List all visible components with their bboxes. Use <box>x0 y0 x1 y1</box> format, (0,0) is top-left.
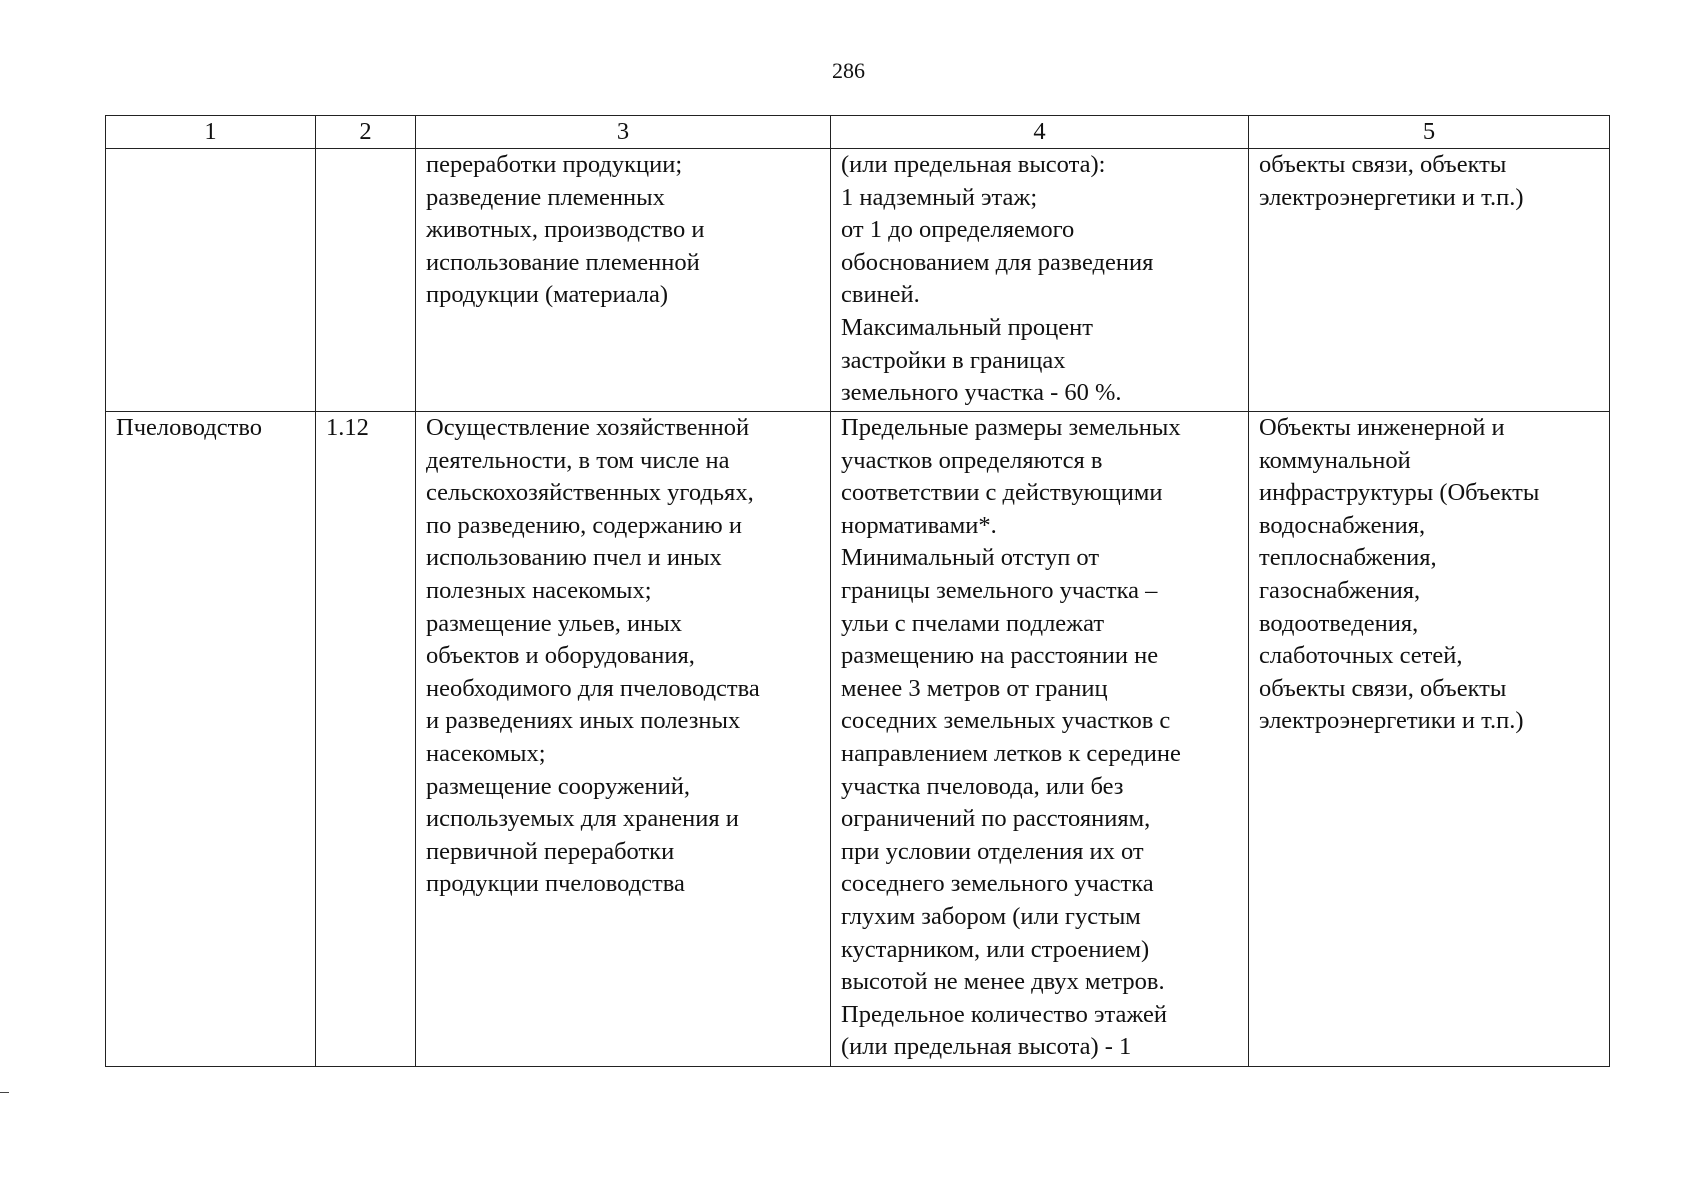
table-cell-col-2 <box>316 412 416 1067</box>
header-col-4: 4 <box>831 116 1249 149</box>
cell-text-line: земельного участка - 60 %. <box>841 379 1122 407</box>
cell-text-line: коммунальной <box>1259 446 1411 474</box>
cell-text-line: теплоснабжения, <box>1259 544 1437 572</box>
cell-text-line: менее 3 метров от границ <box>841 674 1108 702</box>
cell-text-line: при условии отделения их от <box>841 837 1144 865</box>
cell-text-line: объектов и оборудования, <box>426 642 695 670</box>
cell-text-line: использование племенной <box>426 248 700 276</box>
page-number: 286 <box>832 58 865 83</box>
cell-text-line: кустарником, или строением) <box>841 935 1150 963</box>
cell-text-line: использованию пчел и иных <box>426 544 722 572</box>
cell-text-line: от 1 до определяемого <box>841 216 1075 244</box>
cell-text-line: нормативами*. <box>841 511 997 539</box>
cell-text-line: высотой не менее двух метров. <box>841 968 1165 996</box>
cell-text-line: направлением летков к середине <box>841 739 1181 767</box>
table-cell-col-4 <box>831 412 1249 1067</box>
cell-text-line: газоснабжения, <box>1259 576 1421 604</box>
header-col-3: 3 <box>416 116 831 149</box>
table-row <box>106 412 1610 1067</box>
land-use-table <box>105 115 1610 1067</box>
header-col-5: 5 <box>1249 116 1610 149</box>
cell-text-line: Максимальный процент <box>841 313 1093 341</box>
table-cell-col-2 <box>316 149 416 412</box>
cell-text-line: Минимальный отступ от <box>841 544 1100 572</box>
cell-text-line: водоотведения, <box>1259 609 1419 637</box>
cell-text-line: первичной переработки <box>426 837 675 865</box>
cell-text-line: электроэнергетики и т.п.) <box>1259 183 1524 211</box>
cell-text-line: необходимого для пчеловодства <box>426 674 760 702</box>
cell-text-line: объекты связи, объекты <box>1259 674 1507 702</box>
header-col-2: 2 <box>316 116 416 149</box>
cell-text-line: (или предельная высота) - 1 <box>841 1033 1132 1061</box>
cell-text-line: животных, производство и <box>426 216 705 244</box>
cell-text-line: Предельное количество этажей <box>841 1000 1167 1028</box>
table-cell-col-3 <box>416 149 831 412</box>
cell-text-line: участка пчеловода, или без <box>841 772 1124 800</box>
cell-text-line: размещение ульев, иных <box>426 609 682 637</box>
cell-text-line: 1 надземный этаж; <box>841 183 1038 211</box>
cell-text-line: Предельные размеры земельных <box>841 414 1181 441</box>
cell-text-line: используемых для хранения и <box>426 805 739 833</box>
cell-text-line: переработки продукции; <box>426 151 683 178</box>
cell-text-line: слаботочных сетей, <box>1259 642 1463 670</box>
cell-text-line: Объекты инженерной и <box>1259 414 1505 441</box>
cell-text-line: ульи с пчелами подлежат <box>841 609 1105 637</box>
cell-text-line: водоснабжения, <box>1259 511 1426 539</box>
cell-text-line: (или предельная высота): <box>841 151 1106 178</box>
cell-text-line: электроэнергетики и т.п.) <box>1259 707 1524 735</box>
cell-text-line: размещение сооружений, <box>426 772 690 800</box>
header-col-1: 1 <box>106 116 316 149</box>
cell-text-line: обоснованием для разведения <box>841 248 1154 276</box>
cell-text-line: разведение племенных <box>426 183 665 211</box>
cell-text-line: и разведениях иных полезных <box>426 707 741 735</box>
cell-text-line: продукции пчеловодства <box>426 870 685 898</box>
table-cell-col-1 <box>106 412 316 1067</box>
header-row <box>106 116 1610 149</box>
cell-text-line: сельскохозяйственных угодьях, <box>426 479 754 507</box>
cell-text-line: свиней. <box>841 281 920 309</box>
cell-text-line: Осуществление хозяйственной <box>426 414 750 441</box>
table-cell-col-5 <box>1249 149 1610 412</box>
cell-text-line: по разведению, содержанию и <box>426 511 742 539</box>
cell-text-line: соответствии с действующими <box>841 479 1163 507</box>
cell-text-line: ограничений по расстояниям, <box>841 805 1151 833</box>
cell-text-line: 1.12 <box>326 414 369 441</box>
cell-text-line: объекты связи, объекты <box>1259 151 1507 178</box>
cell-text-line: Пчеловодство <box>116 414 263 441</box>
table-cell-col-5 <box>1249 412 1610 1067</box>
cell-text-line: полезных насекомых; <box>426 576 652 604</box>
cell-text-line: насекомых; <box>426 739 546 767</box>
cell-text-line: размещению на расстоянии не <box>841 642 1159 670</box>
table-cell-col-3 <box>416 412 831 1067</box>
margin-mark <box>0 1092 9 1093</box>
cell-text-line: участков определяются в <box>841 446 1103 474</box>
cell-text-line: деятельности, в том числе на <box>426 446 730 474</box>
cell-text-line: соседнего земельного участка <box>841 870 1154 898</box>
cell-text-line: границы земельного участка – <box>841 576 1158 604</box>
table-cell-col-1 <box>106 149 316 412</box>
cell-text-line: инфраструктуры (Объекты <box>1259 479 1540 507</box>
table-row <box>106 149 1610 412</box>
cell-text-line: продукции (материала) <box>426 281 669 309</box>
cell-text-line: глухим забором (или густым <box>841 902 1141 930</box>
table-cell-col-4 <box>831 149 1249 412</box>
cell-text-line: застройки в границах <box>841 346 1066 374</box>
cell-text-line: соседних земельных участков с <box>841 707 1171 735</box>
